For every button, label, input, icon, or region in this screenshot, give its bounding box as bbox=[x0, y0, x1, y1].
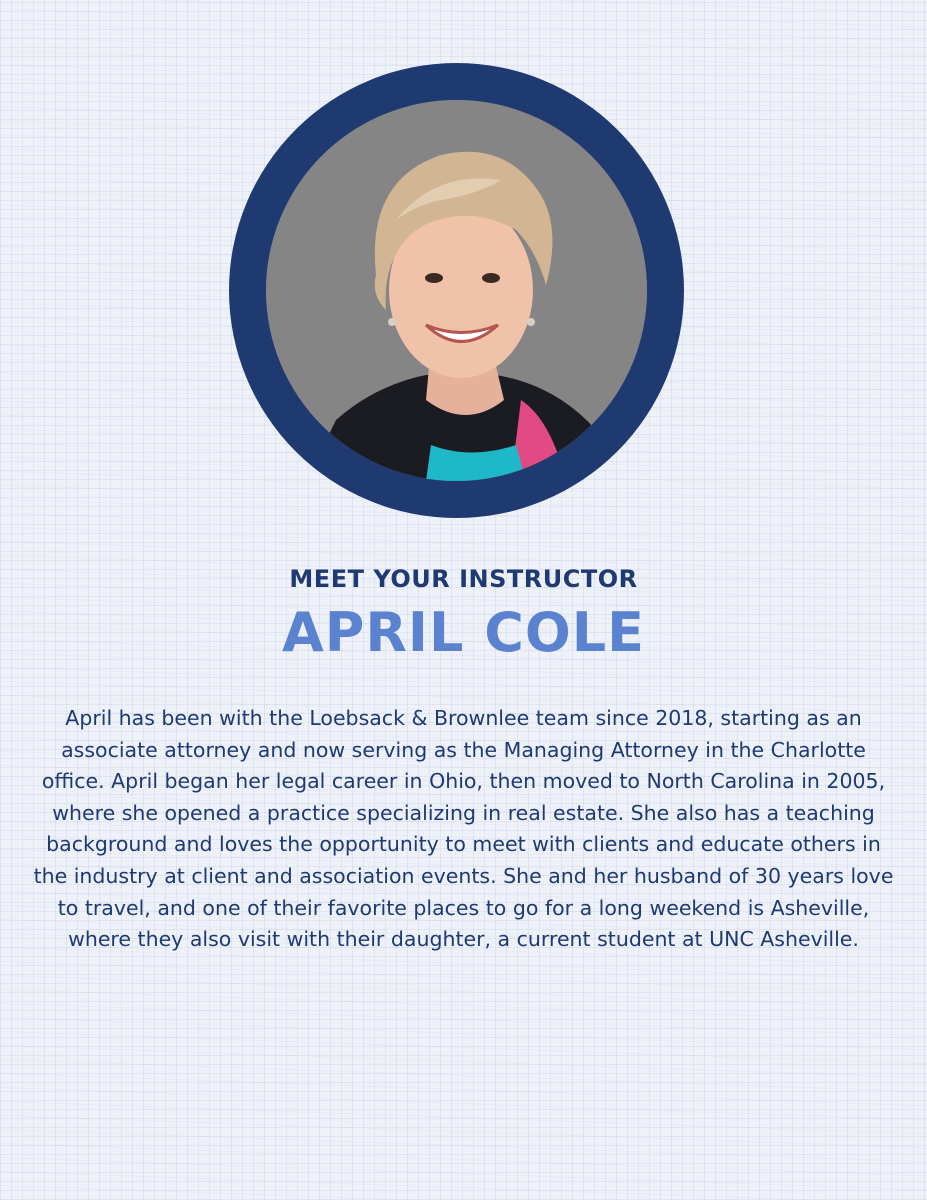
instructor-portrait bbox=[266, 100, 647, 481]
instructor-bio: April has been with the Loebsack & Brownlee team since 2018, starting as an associate attorney and now serving as the Managing Attorney in the Charlotte office. April began her legal career in Ohio, then moved to North Carolina in 2005, where she opened a practice specializing in real estate. She also has a teaching background and loves the opportunity to meet with clients and educate others in the industry at client and association events. She and her husband of 30 years love to travel, and one of their favorite places to go for a long weekend is Asheville, where they also visit with their daughter, a current student at UNC Asheville. bbox=[33, 706, 894, 952]
section-kicker: MEET YOUR INSTRUCTOR bbox=[289, 565, 638, 593]
portrait-photo-icon bbox=[266, 100, 647, 481]
portrait-ring bbox=[229, 63, 684, 518]
instructor-name: APRIL COLE bbox=[281, 601, 646, 664]
